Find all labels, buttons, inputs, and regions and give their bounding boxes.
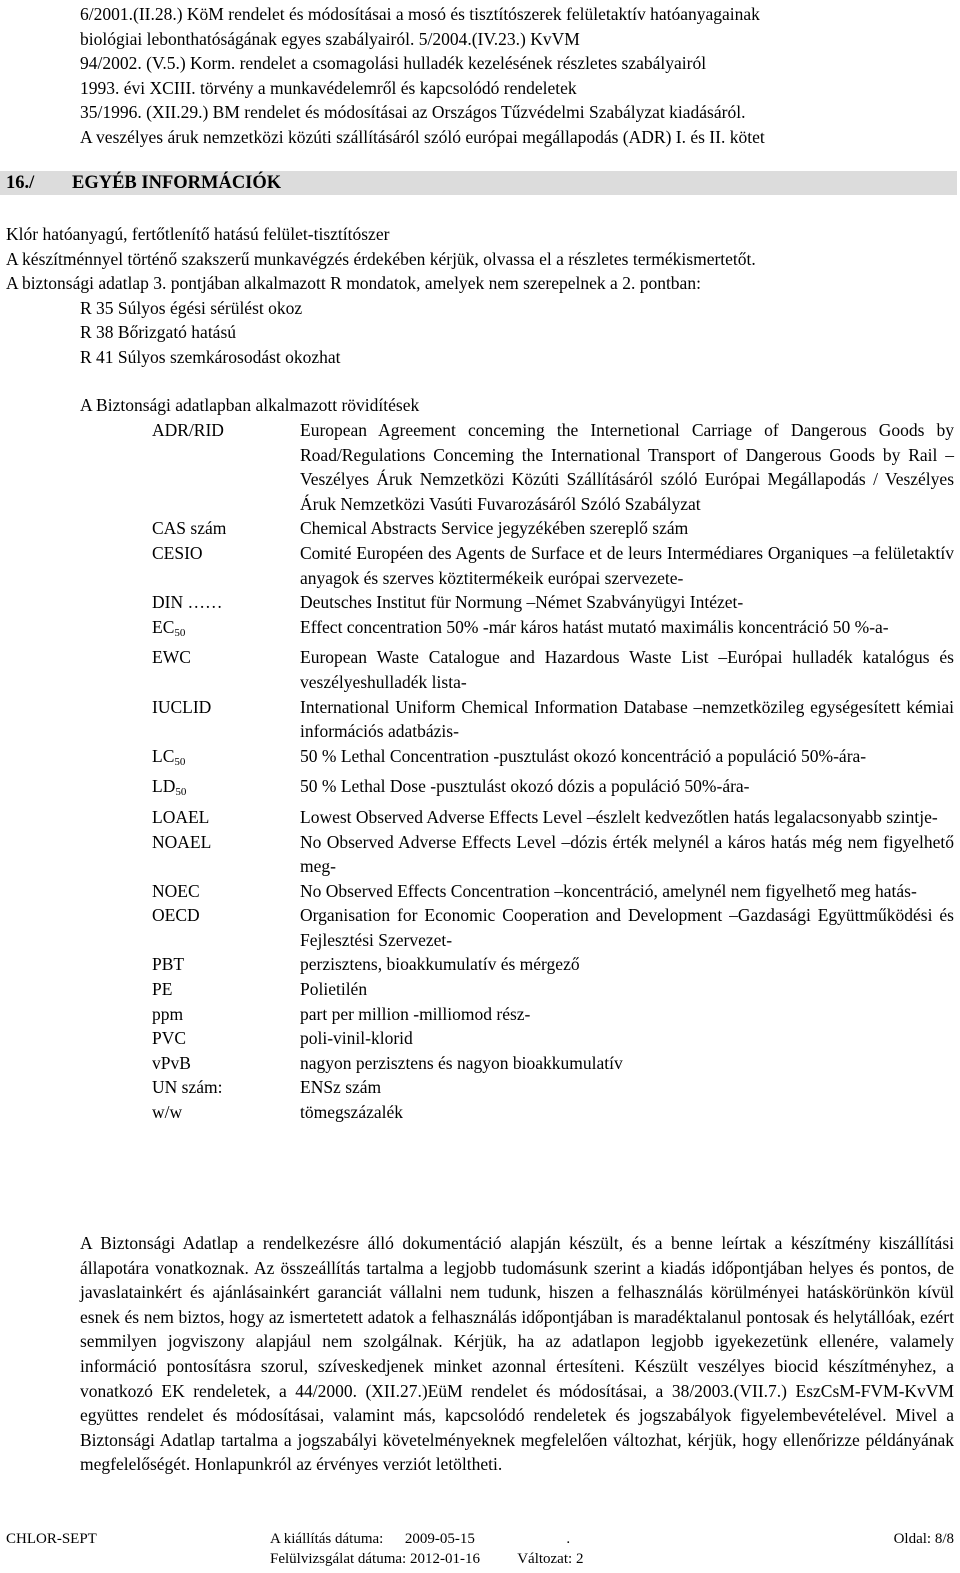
abbreviation-term (152, 590, 300, 615)
section-body (6, 222, 956, 370)
page-footer (6, 1529, 954, 1573)
abbreviation-term-text: PE (152, 979, 173, 1000)
abbreviations-heading: A Biztonsági adatlapban alkalmazott rövidítések (80, 395, 420, 415)
section-title: EGYÉB INFORMÁCIÓK (72, 173, 282, 193)
version-value: 2 (575, 1551, 584, 1567)
abbreviation-term (152, 774, 300, 805)
review-date-value: 2012-01-16 (409, 1551, 480, 1567)
abbreviation-definition: Deutsches Institut für Normung –Német Szabványügyi Intézet- (300, 592, 744, 613)
reference-line: biológiai lebonthatóságának egyes szabályairól. 5/2004.(IV.23.) KvVM (80, 28, 580, 49)
abbreviation-term-text: PBT (152, 954, 185, 975)
page-value: 8/8 (934, 1531, 954, 1547)
abbreviation-term (152, 516, 300, 541)
abbreviation-definition: No Observed Adverse Effects Level –dózis érték melynél a káros hatás még nem figyelhető meg- (300, 831, 954, 877)
abbreviation-definition: nagyon perzisztens és nagyon bioakkumulatív (300, 1052, 623, 1073)
abbreviation-term (152, 952, 300, 977)
r-phrase-list (6, 296, 956, 370)
legislation-references (80, 2, 960, 150)
abbreviation-row (152, 1100, 954, 1125)
abbreviation-row (152, 615, 954, 646)
abbreviation-row (152, 952, 954, 977)
abbreviation-term (152, 418, 300, 516)
abbreviation-row (152, 516, 954, 541)
abbreviation-term (152, 1002, 300, 1027)
abbreviation-row (152, 879, 954, 904)
abbreviation-definition: International Uniform Chemical Information Database –nemzetközileg egységesített kémiai információs adatbázis- (300, 696, 954, 742)
abbreviation-definition: 50 % Lethal Dose -pusztulást okozó dózis a populáció 50%-ára- (300, 776, 750, 797)
abbreviation-definition: part per million -milliomod rész- (300, 1003, 531, 1024)
abbreviation-definition: Chemical Abstracts Service jegyzékében szereplő szám (300, 518, 689, 539)
abbreviation-term (152, 830, 300, 879)
version-label: Változat: (517, 1551, 573, 1567)
abbreviation-definition: Polietilén (300, 979, 368, 1000)
abbreviation-term-text: DIN …… (152, 592, 223, 613)
abbreviation-definition: tömegszázalék (300, 1102, 404, 1123)
abbreviation-term-text: w/w (152, 1102, 183, 1123)
abbreviation-row (152, 903, 954, 952)
abbreviation-term (152, 1026, 300, 1051)
abbreviation-row (152, 590, 954, 615)
abbreviation-subscript: 50 (174, 755, 186, 768)
abbreviation-definition: European Waste Catalogue and Hazardous Waste List –Európai hulladék katalógus és veszélyeshulladék lista- (300, 647, 954, 692)
abbreviation-term-text: CAS szám (152, 518, 227, 539)
abbreviation-term-text: NOAEL (152, 831, 212, 852)
section-heading (6, 173, 281, 194)
abbreviation-definition: poli-vinil-klorid (300, 1028, 413, 1049)
abbreviation-row (152, 805, 954, 830)
abbreviation-term-text: EC (152, 616, 175, 637)
abbreviation-term-text: IUCLID (152, 696, 212, 717)
section-number: 16./ (6, 173, 35, 193)
body-line: Klór hatóanyagú, fertőtlenítő hatású felület-tisztítószer (6, 224, 390, 244)
footer-product-name: CHLOR-SEPT (6, 1531, 97, 1547)
abbreviation-definition: ENSz szám (300, 1077, 382, 1098)
abbreviation-term-text: OECD (152, 905, 200, 926)
abbreviation-term-text: LOAEL (152, 806, 210, 827)
abbreviation-term (152, 1051, 300, 1076)
abbreviation-row (152, 541, 954, 590)
abbreviation-row (152, 774, 954, 805)
footer-page-number (894, 1529, 954, 1549)
r-phrase: R 38 Bőrizgató hatású (80, 322, 237, 343)
abbreviation-subscript: 50 (175, 786, 187, 799)
abbreviation-term (152, 1075, 300, 1100)
abbreviation-definition: Effect concentration 50% -már káros hatást mutató maximális koncentráció 50 %-a- (300, 616, 889, 637)
abbreviation-term-text: PVC (152, 1028, 187, 1049)
abbreviation-definition: 50 % Lethal Concentration -pusztulást okozó koncentráció a populáció 50%-ára- (300, 745, 867, 766)
abbreviation-subscript: 50 (174, 626, 186, 639)
issue-date-value: 2009-05-15 (404, 1531, 475, 1547)
abbreviation-row (152, 1075, 954, 1100)
abbreviation-definition: No Observed Effects Concentration –koncentráció, amelynél nem figyelhető meg hatás- (300, 880, 917, 901)
r-phrase: R 35 Súlyos égési sérülést okoz (80, 297, 303, 318)
reference-line: 35/1996. (XII.29.) BM rendelet és módosításai az Országos Tűzvédelmi Szabályzat kiadásáról. (80, 102, 746, 123)
reference-line: 1993. évi XCIII. törvény a munkavédelemről és kapcsolódó rendeletek (80, 77, 577, 98)
abbreviation-term-text: NOEC (152, 880, 200, 901)
abbreviation-definition: European Agreement conceming the Internetional Carriage of Dangerous Goods by Road/Regulations Conceming the International Transport of Dangerous Goods by Rail –Veszélyes Áruk Nemzetközi Közúti Szállításáról szóló Európai Megállapodás / Veszélyes Áruk Nemzetközi Vasúti Fuvarozásáról Szóló Szabályzat (300, 420, 954, 514)
abbreviation-term (152, 615, 300, 646)
closing-paragraph: A Biztonsági Adatlap a rendelkezésre álló dokumentáció alapján készült, és a benne leírtak a készítmény kiszállítási állapotára vonatkoznak. Az összeállítás tartalma a legjobb tudomásunk szerint a kiadás időpontjában helyes és pontos, de javaslatainkért és ajánlásainkért garanciát vállalni nem tudunk, hiszen a felhasználás körülményei hatáskörünkön kívül esnek és nem biztos, hogy az ismertetett adatok a felhasználás időpontjában is maradéktalanul pontosak és helytállóak, ezért semmilyen jogviszony alapjául nem szolgálnak. Kérjük, ha az adatlapon legjobb igyekezetünk ellenére, valamely információ pontosításra szorul, szíveskedjenek minket azonnal értesíteni. Készült veszélyes biocid készítményhez, a vonatkozó EK rendeletek, a 44/2000. (XII.27.)EüM rendelet és módosításai, a 38/2003.(VII.7.) EszCsM-FVM-KvVM együttes rendelet és módosításai, valamint más, kapcsolódó rendeletek és jogszabályok figyelembevételével. Mivel a Biztonsági Adatlap tartalma a jogszabályi követelményeknek megfelelően változhat, kérjük, hogy ellenőrizze példányának megfelelőségét. Honlapunkról az érvényes verziót letöltheti. (80, 1233, 954, 1475)
abbreviation-term (152, 977, 300, 1002)
abbreviation-term (152, 805, 300, 830)
reference-line: A veszélyes áruk nemzetközi közúti szállításáról szóló európai megállapodás (ADR) I. és II. kötet (80, 126, 765, 147)
footer-review-date (270, 1549, 583, 1569)
page-label: Oldal: (893, 1531, 932, 1547)
abbreviation-row (152, 645, 954, 694)
abbreviation-definition: Comité Européen des Agents de Surface et de leurs Intermédiares Organiques –a felületaktív anyagok és szerves köztitermékeik európai szervezete- (300, 542, 954, 588)
abbreviation-row (152, 1026, 954, 1051)
footer-dot: . (566, 1531, 571, 1547)
body-line: A készítménnyel történő szakszerű munkavégzés érdekében kérjük, olvassa el a részletes termékismertetőt. (6, 248, 756, 269)
abbreviation-row (152, 977, 954, 1002)
abbreviation-term (152, 541, 300, 590)
footer-issue-date (270, 1529, 570, 1549)
abbreviation-term (152, 744, 300, 775)
abbreviation-term (152, 695, 300, 744)
issue-date-label: A kiállítás dátuma: (270, 1531, 384, 1547)
body-line: A biztonsági adatlap 3. pontjában alkalmazott R mondatok, amelyek nem szerepelnek a 2. pontban: (6, 273, 701, 294)
abbreviation-row (152, 1002, 954, 1027)
abbreviation-term-text: vPvB (152, 1052, 191, 1073)
abbreviation-term-text: CESIO (152, 542, 203, 563)
abbreviation-term (152, 879, 300, 904)
abbreviation-term (152, 1100, 300, 1125)
abbreviation-row (152, 1051, 954, 1076)
abbreviations-table (152, 418, 954, 1125)
abbreviation-term-text: ADR/RID (152, 420, 224, 440)
abbreviation-term-text: LC (152, 745, 175, 766)
review-date-label: Felülvizsgálat dátuma: (270, 1551, 407, 1567)
abbreviation-row (152, 830, 954, 879)
abbreviation-row (152, 744, 954, 775)
abbreviation-term (152, 645, 300, 694)
abbreviation-row (152, 695, 954, 744)
abbreviation-term-text: EWC (152, 647, 191, 668)
reference-line: 6/2001.(II.28.) KöM rendelet és módosításai a mosó és tisztítószerek felületaktív hatóanyagainak (80, 4, 760, 24)
abbreviation-row (152, 418, 954, 516)
abbreviation-definition: perzisztens, bioakkumulatív és mérgező (300, 954, 580, 975)
abbreviation-term (152, 903, 300, 952)
r-phrase: R 41 Súlyos szemkárosodást okozhat (80, 346, 341, 367)
abbreviation-term-text: LD (152, 776, 176, 797)
abbreviation-term-text: ppm (152, 1003, 184, 1024)
abbreviation-definition: Lowest Observed Adverse Effects Level –észlelt kedvezőtlen hatás legalacsonyabb szintje- (300, 806, 938, 827)
abbreviation-term-text: UN szám: (152, 1077, 223, 1098)
abbreviation-definition: Organisation for Economic Cooperation and Development –Gazdasági Együttműködési és Fejlesztési Szervezet- (300, 905, 954, 950)
reference-line: 94/2002. (V.5.) Korm. rendelet a csomagolási hulladék kezelésének részletes szabályairól (80, 53, 707, 74)
